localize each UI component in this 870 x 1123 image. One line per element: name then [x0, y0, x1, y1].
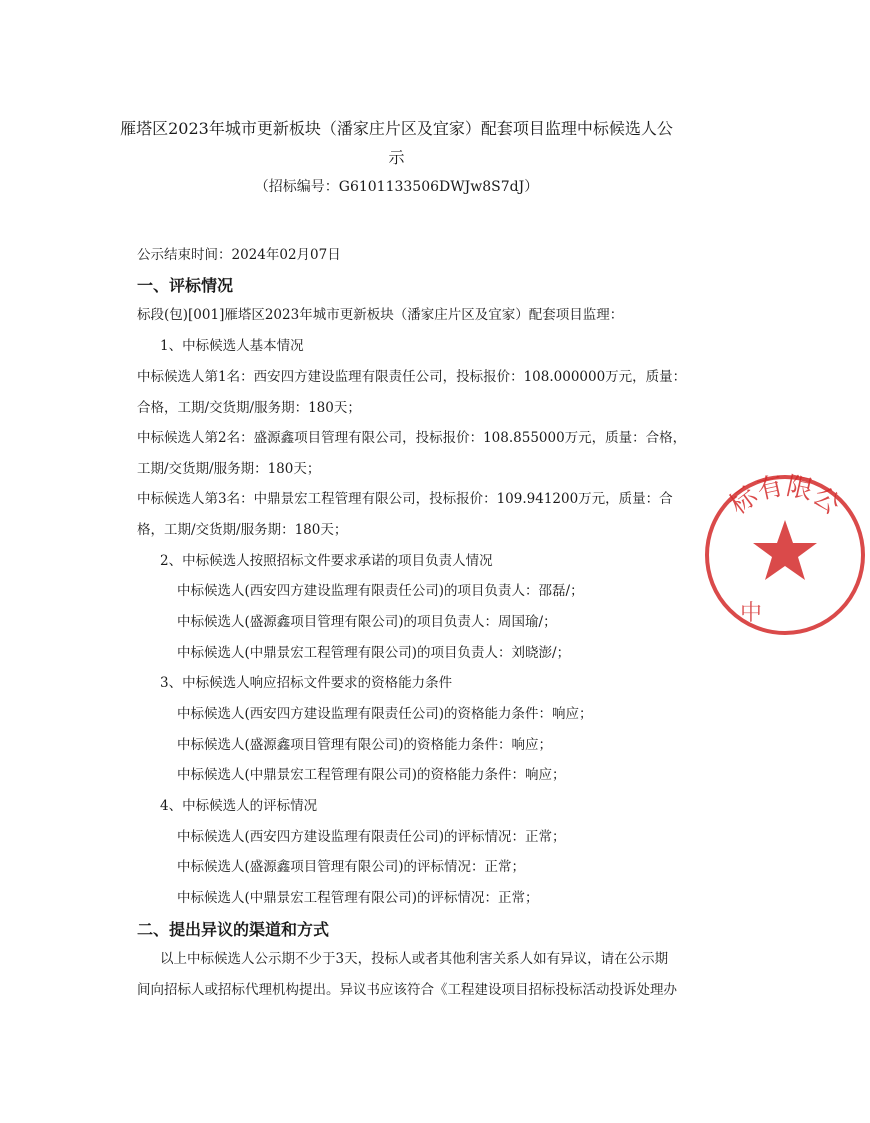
sub4-heading: 4、中标候选人的评标情况	[160, 798, 318, 814]
company-seal	[700, 470, 870, 640]
sub1-heading: 1、中标候选人基本情况	[160, 338, 304, 354]
pm-line: 中标候选人(中鼎景宏工程管理有限公司)的项目负责人：刘晓澎/；	[177, 645, 571, 661]
lot-line: 标段(包)[001]雁塔区2023年城市更新板块（潘家庄片区及宜家）配套项目监理：	[137, 307, 624, 323]
sub2-heading: 2、中标候选人按照招标文件要求承诺的项目负责人情况	[160, 553, 493, 569]
qualification-line: 中标候选人(中鼎景宏工程管理有限公司)的资格能力条件：响应；	[177, 767, 566, 783]
document-title-line2: 示	[388, 148, 405, 167]
seal-text: 标有限公	[724, 471, 846, 521]
pm-line: 中标候选人(西安四方建设监理有限责任公司)的项目负责人：邵磊/；	[177, 583, 584, 599]
candidate1-line2: 合格，工期/交货期/服务期：180天；	[137, 400, 361, 416]
candidate3-line1: 中标候选人第3名：中鼎景宏工程管理有限公司，投标报价：109.941200万元，质量：合	[137, 491, 673, 507]
candidate1-line1: 中标候选人第1名：西安四方建设监理有限责任公司，投标报价：108.000000万元，质量：	[137, 369, 687, 385]
objection-line2: 间向招标人或招标代理机构提出。异议书应该符合《工程建设项目招标投标活动投诉处理办	[137, 982, 677, 998]
pm-line: 中标候选人(盛源鑫项目管理有限公司)的项目负责人：周国瑜/；	[177, 614, 557, 630]
evaluation-line: 中标候选人(中鼎景宏工程管理有限公司)的评标情况：正常；	[177, 890, 539, 906]
seal-text-bottom: 中	[740, 601, 763, 626]
candidate3-line2: 格，工期/交货期/服务期：180天；	[137, 522, 348, 538]
qualification-line: 中标候选人(西安四方建设监理有限责任公司)的资格能力条件：响应；	[177, 706, 593, 722]
sub3-heading: 3、中标候选人响应招标文件要求的资格能力条件	[160, 675, 453, 691]
tender-number: （招标编号：G6101133506DWJw8S7dJ）	[254, 179, 539, 195]
section2-heading: 二、提出异议的渠道和方式	[137, 920, 330, 939]
section1-heading: 一、评标情况	[137, 276, 234, 295]
evaluation-line: 中标候选人(西安四方建设监理有限责任公司)的评标情况：正常；	[177, 829, 566, 845]
publicity-end-time: 公示结束时间：2024年02月07日	[137, 247, 341, 263]
candidate2-line1: 中标候选人第2名：盛源鑫项目管理有限公司，投标报价：108.855000万元，质量：合格，	[137, 430, 687, 446]
evaluation-line: 中标候选人(盛源鑫项目管理有限公司)的评标情况：正常；	[177, 859, 526, 875]
document-title-line1: 雁塔区2023年城市更新板块（潘家庄片区及宜家）配套项目监理中标候选人公	[120, 119, 673, 138]
qualification-line: 中标候选人(盛源鑫项目管理有限公司)的资格能力条件：响应；	[177, 737, 553, 753]
candidate2-line2: 工期/交货期/服务期：180天；	[137, 461, 321, 477]
seal-star-icon	[753, 520, 817, 580]
objection-line1: 以上中标候选人公示期不少于3天，投标人或者其他利害关系人如有异议，请在公示期	[160, 951, 669, 967]
